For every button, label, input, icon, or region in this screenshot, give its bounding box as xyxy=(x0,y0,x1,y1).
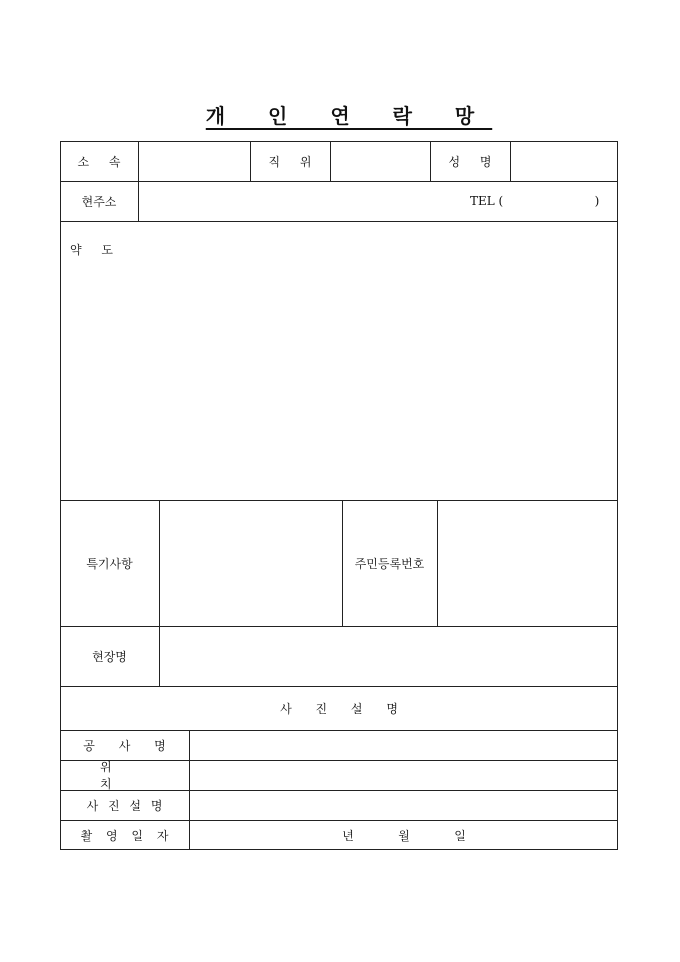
special-notes-label: 특기사항 xyxy=(86,556,133,571)
name-field[interactable] xyxy=(510,141,618,181)
affiliation-field[interactable] xyxy=(138,141,250,181)
photo-description-label: 사 진 설 명 xyxy=(86,798,166,813)
special-notes-field[interactable] xyxy=(159,500,342,626)
address-label: 현주소 xyxy=(81,194,117,209)
site-name-label: 현장명 xyxy=(92,650,127,664)
map-area[interactable] xyxy=(61,262,617,500)
date-year: 년 xyxy=(342,828,354,843)
resident-number-label: 주민등록번호 xyxy=(354,556,425,571)
project-name-field[interactable] xyxy=(189,730,618,760)
tel-close: ) xyxy=(594,194,600,208)
tel-label: TEL ( xyxy=(470,194,504,208)
site-name-field[interactable] xyxy=(159,626,618,687)
location-label: 위 치 xyxy=(100,760,152,791)
address-field[interactable] xyxy=(138,181,618,221)
date-day: 일 xyxy=(454,828,466,843)
photo-description-field[interactable] xyxy=(189,790,618,820)
page-title: 개 인 연 락 망 xyxy=(205,104,493,128)
map-label: 약 도 xyxy=(70,242,121,257)
location-field[interactable] xyxy=(189,760,618,790)
position-label: 직 위 xyxy=(268,154,320,169)
position-field[interactable] xyxy=(330,141,430,181)
name-label: 성 명 xyxy=(448,154,500,169)
project-name-label: 공 사 명 xyxy=(83,738,176,753)
affiliation-label: 소 속 xyxy=(77,154,129,169)
resident-number-field[interactable] xyxy=(437,500,618,626)
photo-description-header: 사 진 설 명 xyxy=(280,701,408,716)
shooting-date-label: 촬 영 일 자 xyxy=(80,828,174,843)
date-month: 월 xyxy=(398,828,410,843)
